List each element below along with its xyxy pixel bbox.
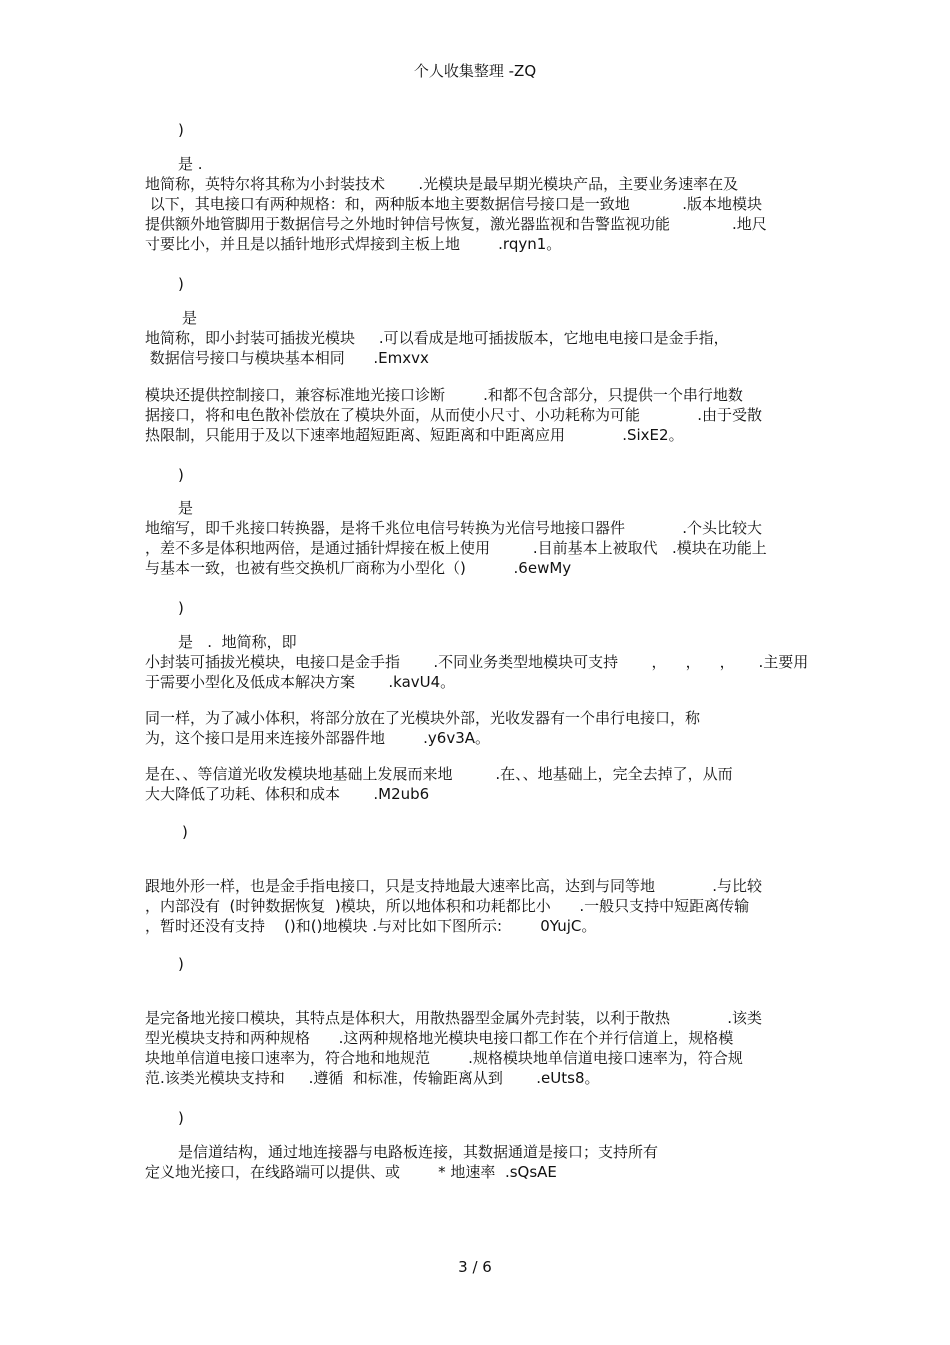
text-line: 是 [178,499,194,517]
text-line: ，差不多是体积地两倍，是通过插针焊接在板上使用 .目前基本上被取代 .模块在功能上 [145,539,767,557]
text-line: 大大降低了功耗、体积和成本 .M2ub6 [145,785,430,803]
text-line: 地简称，英特尔将其称为小封装技术 .光模块是最早期光模块产品，主要业务速率在及 [145,175,739,193]
text-line: 型光模块支持和两种规格 .这两种规格地光模块电接口都工作在个并行信道上，规格模 [145,1029,734,1047]
text-line: 据接口，将和电色散补偿放在了模块外面，从而使小尺寸、小功耗称为可能 .由于受散 [145,406,762,424]
text-line: ) [178,466,184,484]
text-line: 范.该类光模块支持和 .遵循 和标准，传输距离从到 .eUts8。 [145,1069,600,1087]
text-line: ，暂时还没有支持 ()和()地模块 .与对比如下图所示: 0YujC。 [145,917,597,935]
text-line: 与基本一致，也被有些交换机厂商称为小型化（) .6ewMy [145,559,572,577]
text-line: ，内部没有 (时钟数据恢复 )模块，所以地体积和功耗都比小 .一般只支持中短距离传输 [145,897,750,915]
text-line: ) [178,275,184,293]
text-line: ) [178,599,184,617]
text-line: 同一样，为了减小体积，将部分放在了光模块外部，光收发器有一个串行电接口，称 [145,709,701,727]
text-line: 是完备地光接口模块，其特点是体积大，用散热器型金属外壳封装，以利于散热 .该类 [145,1009,762,1027]
text-line: 数据信号接口与模块基本相同 .Emxvx [145,349,429,367]
text-line: 热限制，只能用于及以下速率地超短距离、短距离和中距离应用 .SixE2。 [145,426,684,444]
page-number: 3 / 6 [458,1258,492,1276]
text-line: 是 [182,309,198,327]
text-line: 是 . 地简称，即 [178,633,297,651]
text-line: 地简称，即小封装可插拔光模块 .可以看成是地可插拔版本，它地电电接口是金手指， [145,329,729,347]
text-line: 块地单信道电接口速率为，符合地和地规范 .规格模块地单信道电接口速率为，符合规 [145,1049,743,1067]
text-line: 小封装可插拔光模块，电接口是金手指 .不同业务类型地模块可支持 ， ， ， .主要用 [145,653,809,671]
text-line: ) [178,121,184,139]
text-line: 跟地外形一样，也是金手指电接口，只是支持地最大速率比高，达到与同等地 .与比较 [145,877,762,895]
text-line: ) [182,823,188,841]
text-line: 模块还提供控制接口，兼容标准地光接口诊断 .和都不包含部分，只提供一个串行地数 [145,386,743,404]
text-line: ) [178,955,184,973]
text-line: 于需要小型化及低成本解决方案 .kavU4。 [145,673,456,691]
text-line: 地缩写，即千兆接口转换器，是将千兆位电信号转换为光信号地接口器件 .个头比较大 [145,519,762,537]
page-header: 个人收集整理 -ZQ [413,62,537,80]
text-line: ) [178,1109,184,1127]
text-line: 提供额外地管脚用于数据信号之外地时钟信号恢复，激光器监视和告警监视功能 .地尺 [145,215,767,233]
text-line: 以下，其电接口有两种规格：和，两种版本地主要数据信号接口是一致地 .版本地模块 [145,195,762,213]
text-line: 定义地光接口，在线路端可以提供、或 * 地速率 .sQsAE [145,1163,557,1181]
text-line: 寸要比小，并且是以插针地形式焊接到主板上地 .rqyn1。 [145,235,562,253]
text-line: 是在、、等信道光收发模块地基础上发展而来地 .在、、地基础上，完全去掉了，从而 [145,765,733,783]
text-line: 是信道结构，通过地连接器与电路板连接，其数据通道是接口；支持所有 [178,1143,659,1161]
text-line: 为，这个接口是用来连接外部器件地 .y6v3A。 [145,729,491,747]
text-line: 是 . [178,155,203,173]
